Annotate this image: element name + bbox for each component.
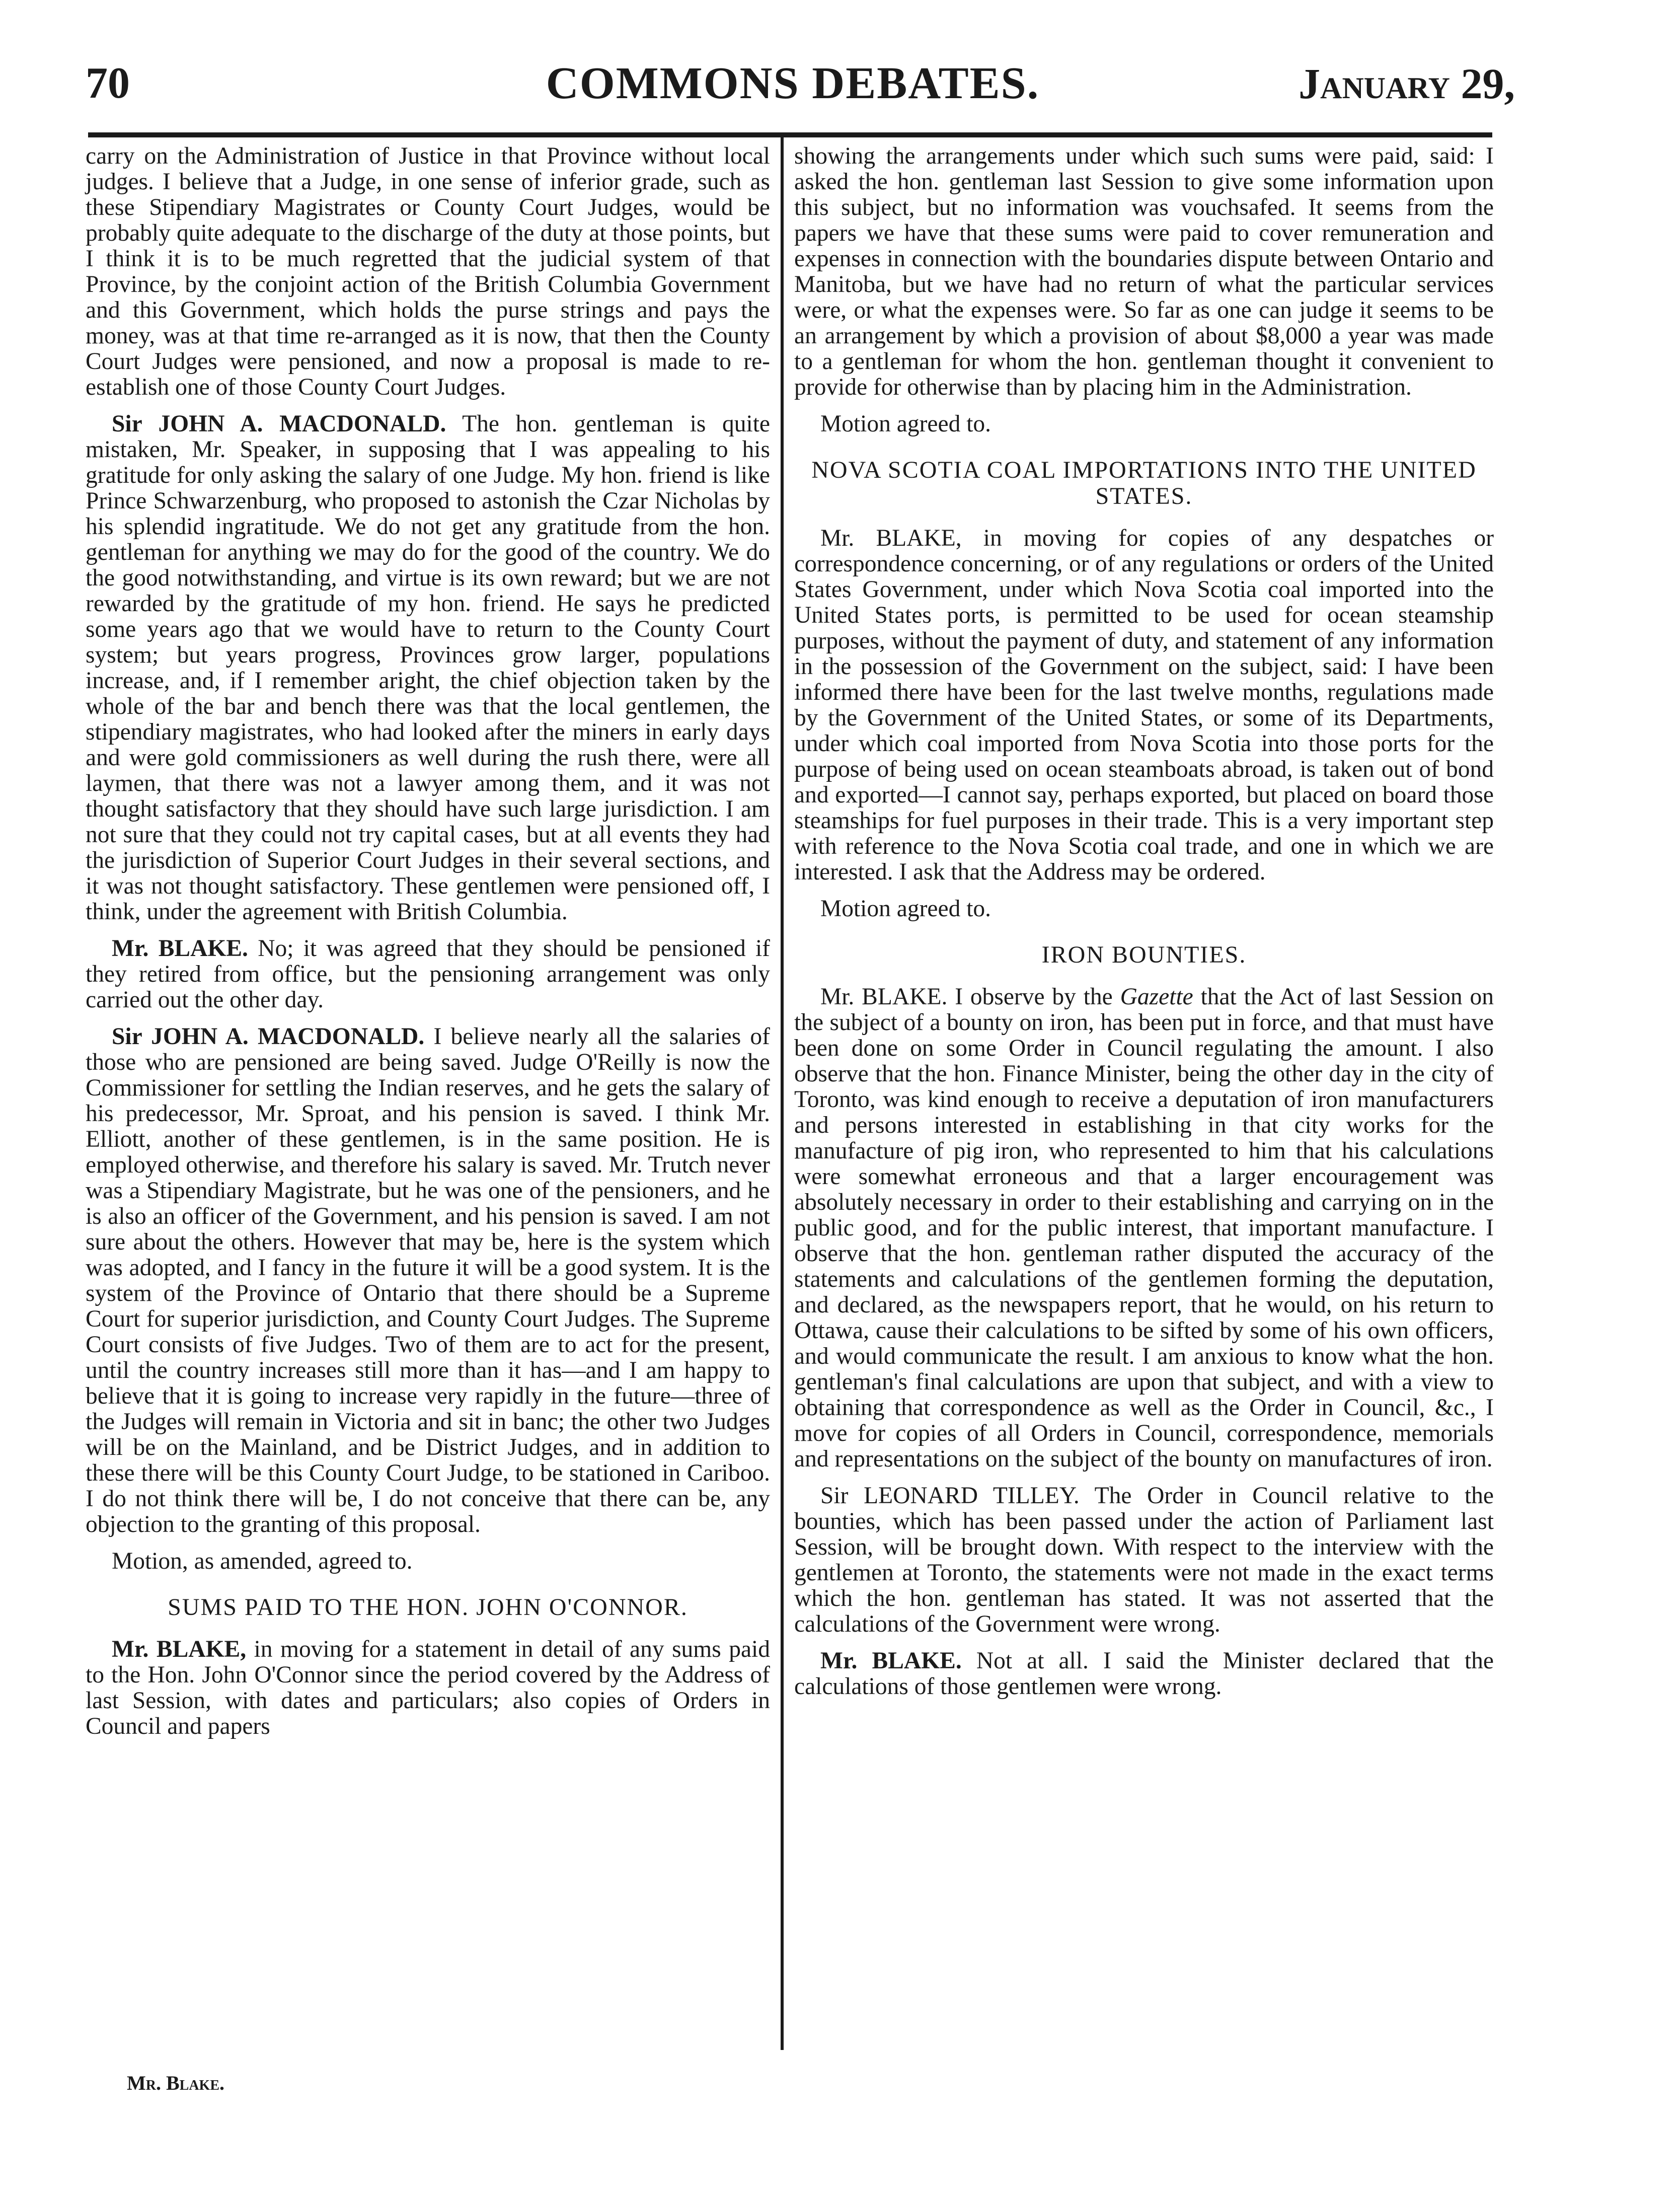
speaker-name: Sir JOHN A. MACDONALD. <box>112 411 446 437</box>
speaker-name: Sir JOHN A. MACDONALD. <box>112 1023 425 1050</box>
speech-text: The hon. gentleman is quite mistaken, Mr. Speaker, in supposing that I was appealing to his gratitude for only asking the salary of one Judge. My hon. friend is like Prince Schwarzenburg, who proposed to astonish the Czar Nicholas by his splendid ingratitude. We do not get any gratitude from the hon. gentleman for anything we may do for the good of the country. We do the good notwithstanding, and virtue is its own reward; but we are not rewarded by the gratitude of my hon. friend. He says he predicted some years ago that we would have to return to the County Court system; but years progress, Provinces grow larger, populations increase, and, if I remember aright, the chief objection taken by the whole of the bar and bench there was that the local gentlemen, the stipendiary magistrates, who had looked after the miners in early days and were gold commissioners as well during the rush there, were all laymen, that there was not a lawyer among them, and it was not thought satisfactory that they should have such large jurisdiction. I am not sure that they could not try capital cases, but at all events they had the jurisdiction of Superior Court Judges in their several sections, and it was not thought satisfactory. These gentlemen were pensioned off, I think, under the agreement with British Columbia. <box>86 411 770 925</box>
speech-paragraph <box>794 1483 1494 1637</box>
left-column <box>86 143 770 1739</box>
speaker-name: Sir LEONARD TILLEY. <box>820 1483 1080 1509</box>
speaker-name: Mr. BLAKE. <box>112 935 248 962</box>
speaker-name: Mr. BLAKE, <box>820 525 962 551</box>
section-heading: IRON BOUNTIES. <box>1041 941 1247 968</box>
speech-paragraph <box>86 1637 770 1739</box>
page-header <box>70 56 1515 112</box>
speech-text: No; it was agreed that they should be pensioned if they retired from office, but the pensioning arrangement was only carried out the other day. <box>86 935 770 1013</box>
speaker-name: Mr. BLAKE, <box>112 1636 247 1662</box>
paragraph: carry on the Administration of Justice in that Province without local judges. I believe that a Judge, in one sense of inferior grade, such as these Stipendiary Magistrates or County Court Judges, would be probably quite adequate to the discharge of the duty at those points, but I think it is to be much regretted that the judicial system of that Province, by the conjoint action of the British Columbia Government and this Government, which holds the purse strings and pays the money, was at that time re-arranged as it is now, that then the County Court Judges were pensioned, and now a proposal is made to re-establish one of those County Court Judges. <box>86 143 770 400</box>
speech-text: I observe by the <box>955 984 1113 1010</box>
gazette-title: Gazette <box>1120 984 1193 1010</box>
page-number: 70 <box>86 59 130 108</box>
speech-text: The Order in Council relative to the bounties, which has been passed under the action of Parliament last Session, will be brought down. With respect to the interview with the gentlemen at Toronto, the statements were not made in the exact terms which the hon. gentleman has stated. It was not asserted that the calculations of the Government were wrong. <box>794 1483 1494 1637</box>
speech-text: I believe nearly all the salaries of those who are pensioned are being saved. Judge O'Reilly is now the Commissioner for settling the Indian reserves, and he gets the salary of his predecessor, Mr. Sproat, and his pension is saved. I think Mr. Elliott, another of these gentlemen, is in the same position. He is employed otherwise, and therefore his salary is saved. Mr. Trutch never was a Stipendiary Magistrate, but he was one of the pensioners, and he is also an officer of the Government, and his pension is saved. I am not sure about the others. However that may be, here is the system which was adopted, and I fancy in the future it will be a good system. It is the system of the Province of Ontario that there should be a Supreme Court for superior jurisdiction, and County Court Judges. The Supreme Court consists of five Judges. Two of them are to act for the present, until the country increases still more than it has—and I am happy to believe that it is going to increase very rapidly in the future—three of the Judges will remain in Victoria and sit in banc; the other two Judges will be on the Mainland, and be District Judges, and in addition to these there will be this County Court Judge, to be stationed in Cariboo. I do not think there will be, I do not conceive that there can be, any objection to the granting of this proposal. <box>86 1023 771 1537</box>
speech-paragraph <box>794 984 1494 1472</box>
right-column <box>794 143 1494 1700</box>
speech-text: Not at all. I said the Minister declared that the calculations of those gentlemen were wrong. <box>794 1648 1494 1700</box>
motion-result: Motion, as amended, agreed to. <box>112 1548 413 1574</box>
section-heading: NOVA SCOTIA COAL IMPORTATIONS INTO THE UNITED STATES. <box>811 457 1477 509</box>
publication-title: COMMONS DEBATES. <box>546 58 1040 108</box>
speech-text: in moving for a statement in detail of any sums paid to the Hon. John O'Connor since the period covered by the Address of last Session, with dates and particulars; also copies of Orders in Council and papers <box>86 1636 771 1739</box>
speech-paragraph <box>86 936 770 1013</box>
speech-paragraph <box>86 1024 770 1537</box>
speaker-name: Mr. BLAKE. <box>820 1648 962 1674</box>
page-footer-name: Mr. Blake. <box>127 2072 225 2094</box>
speech-paragraph <box>794 526 1494 885</box>
speech-paragraph <box>794 1648 1494 1700</box>
motion-result: Motion agreed to. <box>820 411 991 437</box>
header-rule <box>88 132 1492 137</box>
speaker-name: Mr. BLAKE. <box>820 984 948 1010</box>
section-heading: SUMS PAID TO THE HON. JOHN O'CONNOR. <box>168 1594 688 1621</box>
speech-text: in moving for copies of any despatches or correspondence concerning, or of any regulations or orders of the United States Government, under which Nova Scotia coal imported into the United States ports, is permitted to be used for ocean steamship purposes, without the payment of duty, and statement of any information in the possession of the Government on the subject, said: I have been informed there have been for the last twelve months, regulations made by the Government of the United States, or some of its Departments, under which coal imported from Nova Scotia into those ports for the purpose of being used on ocean steamboats abroad, is taken out of bond and exported—I cannot say, perhaps exported, but placed on board those steamships for fuel purposes in their trade. This is a very important step with reference to the Nova Scotia coal trade, and one in which we are interested. I ask that the Address may be ordered. <box>794 525 1494 885</box>
speech-paragraph <box>86 411 770 925</box>
paragraph: showing the arrangements under which such sums were paid, said: I asked the hon. gentleman last Session to give some information upon this subject, but no information was vouchsafed. It seems from the papers we have that these sums were paid to cover remuneration and expenses in connection with the boundaries dispute between Ontario and Manitoba, but we have had no return of what the particular services were, or what the expenses were. So far as one can judge it seems to be an arrangement by which a provision of about $8,000 a year was made to a gentleman for whom the hon. gentleman thought it convenient to provide for otherwise than by placing him in the Administration. <box>794 143 1494 400</box>
motion-result: Motion agreed to. <box>820 896 991 922</box>
column-divider <box>781 137 784 2050</box>
header-date: January 29, <box>1299 59 1515 108</box>
speech-text: that the Act of last Session on the subject of a bounty on iron, has been put in force, and that must have been done on some Order in Council regulating the amount. I also observe that the hon. Finance Minister, being the other day in the city of Toronto, was kind enough to receive a deputation of iron manufacturers and persons interested in establishing in that city works for the manufacture of pig iron, who represented to him that his calculations were somewhat erroneous and that a larger encouragement was absolutely necessary in order to their establishing and carrying on in the public good, and for the public interest, that important manufacture. I observe that the hon. gentleman rather disputed the accuracy of the statements and calculations of the gentlemen forming the deputation, and declared, as the newspapers report, that he would, on his return to Ottawa, cause their calculations to be sifted by some of his own officers, and would communicate the result. I am anxious to know what the hon. gentleman's final calculations are upon that subject, and with a view to obtaining that correspondence as well as the Order in Council, &c., I move for copies of all Orders in Council, correspondence, memorials and representations on the subject of the bounty on manufactures of iron. <box>794 984 1494 1472</box>
